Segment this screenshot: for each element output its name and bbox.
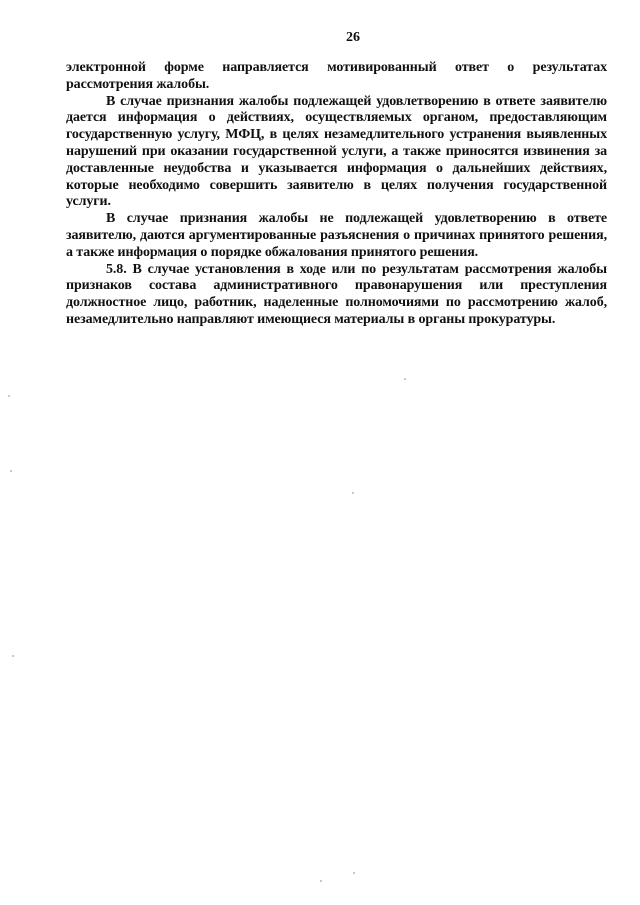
paragraph-clause-5-8: 5.8. В случае установления в ходе или по результатам рассмотрения жалобы признаков состава административного правонарушения или преступления должностное лицо, работник, наделенные полномочиями по рассмотрению жалоб, незамедлительно направляют имеющиеся материалы в органы прокуратуры. — [66, 261, 607, 327]
scan-speck — [320, 880, 322, 882]
page-number: 26 — [346, 30, 360, 45]
scan-speck — [10, 470, 12, 472]
paragraph-complaint-rejected: В случае признания жалобы не подлежащей удовлетворению в ответе заявителю, даются аргументированные разъяснения о причинах принятого решения, а также информация о порядке обжалования принятого решения. — [66, 211, 607, 260]
scan-speck — [8, 395, 10, 397]
paragraph-complaint-satisfied: В случае признания жалобы подлежащей удовлетворению в ответе заявителю дается информация о действиях, осуществляемых органом, предоставляющим государственную услугу, МФЦ, в целях незамедлительного устранения выявленных нарушений при оказании государственной услуги, а также приносятся извинения за доставленные неудобства и указывается информация о дальнейших действиях, которые необходимо совершить заявителю в целях получения государственной услуги. — [66, 93, 607, 210]
document-body — [66, 60, 607, 329]
scan-speck — [404, 378, 406, 380]
scan-speck — [353, 872, 355, 874]
paragraph-continuation: электронной форме направляется мотивированный ответ о результатах рассмотрения жалобы. — [66, 60, 607, 92]
scan-speck — [12, 655, 14, 657]
scan-speck — [352, 492, 354, 494]
